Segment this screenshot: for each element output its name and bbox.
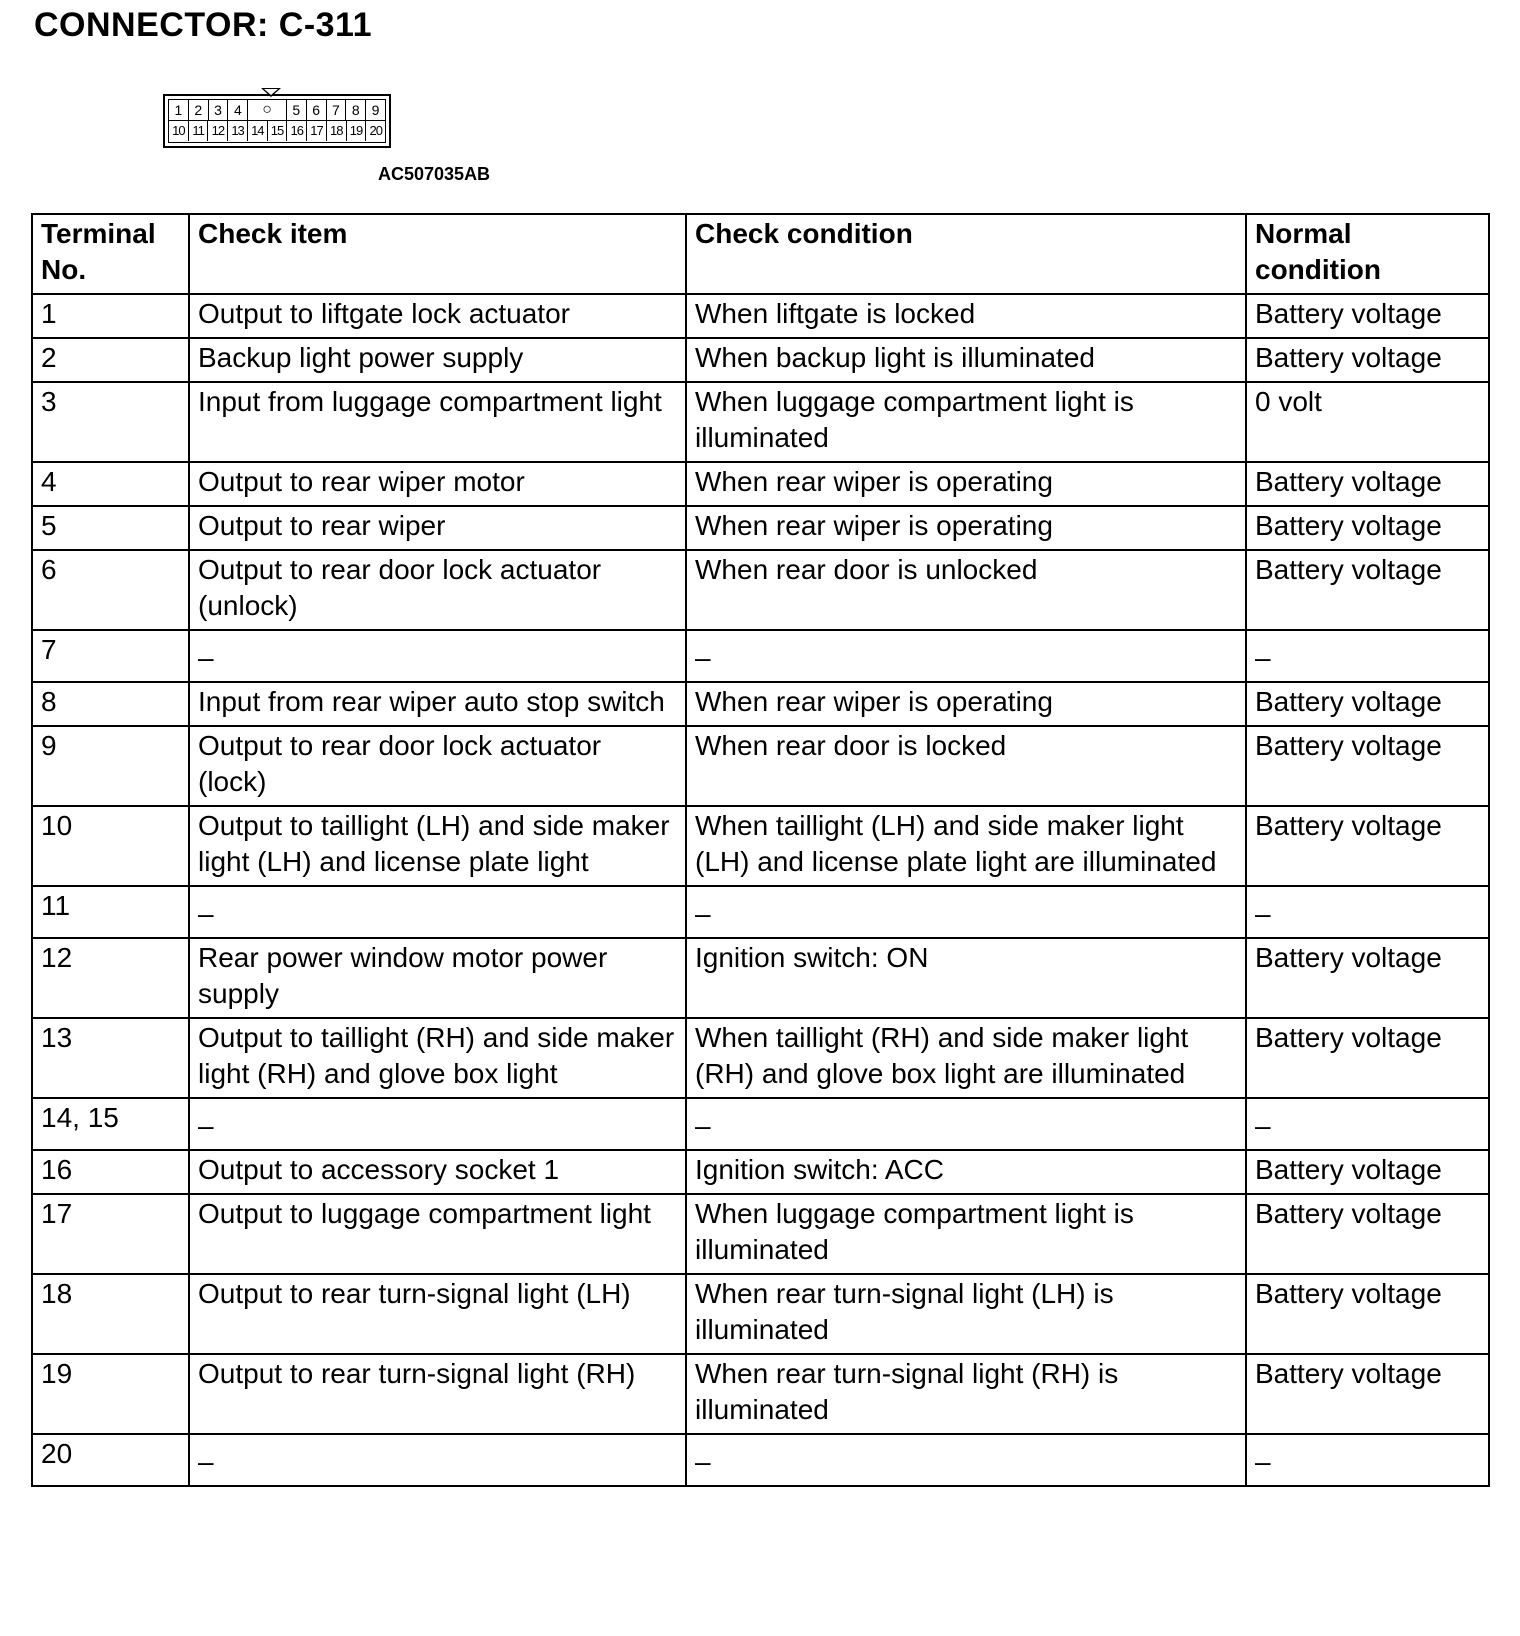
normal-condition-cell: Battery voltage (1246, 550, 1489, 630)
connector-pin: 5 (287, 100, 307, 120)
check-item-cell: Output to liftgate lock actuator (189, 294, 686, 338)
table-row (32, 1150, 1489, 1194)
connector-pin: 4 (228, 100, 248, 120)
header-terminal-no: Terminal No. (32, 214, 189, 294)
check-condition-cell (686, 1098, 1246, 1150)
connector-pin: 6 (307, 100, 327, 120)
check-item-cell (189, 1098, 686, 1150)
terminal-no-cell: 9 (32, 726, 189, 806)
normal-condition-cell: Battery voltage (1246, 1194, 1489, 1274)
check-condition-cell: When rear door is locked (686, 726, 1246, 806)
connector-pin: 3 (209, 100, 229, 120)
terminal-no-cell: 19 (32, 1354, 189, 1434)
check-item-cell: Output to rear wiper motor (189, 462, 686, 506)
check-condition-cell (686, 1434, 1246, 1486)
check-item-cell: Output to accessory socket 1 (189, 1150, 686, 1194)
normal-condition-cell: Battery voltage (1246, 1274, 1489, 1354)
check-condition-cell: When luggage compartment light is illuminated (686, 1194, 1246, 1274)
terminal-check-table (31, 213, 1490, 1487)
table-row (32, 294, 1489, 338)
terminal-no-cell: 12 (32, 938, 189, 1018)
table-row (32, 382, 1489, 462)
header-check-condition: Check condition (686, 214, 1246, 294)
table-row (32, 462, 1489, 506)
connector-pin: 2 (189, 100, 209, 120)
check-item-cell: Output to taillight (RH) and side maker light (RH) and glove box light (189, 1018, 686, 1098)
check-item-cell: Backup light power supply (189, 338, 686, 382)
connector-pin: 10 (169, 121, 189, 141)
check-condition-cell: When taillight (RH) and side maker light (RH) and glove box light are illuminated (686, 1018, 1246, 1098)
terminal-no-cell: 1 (32, 294, 189, 338)
header-normal-condition: Normal condition (1246, 214, 1489, 294)
table-row (32, 550, 1489, 630)
check-condition-cell: When rear wiper is operating (686, 682, 1246, 726)
page-title: CONNECTOR: C-311 (34, 6, 372, 44)
normal-condition-cell (1246, 630, 1489, 682)
table-row (32, 1274, 1489, 1354)
table-header-row (32, 214, 1489, 294)
normal-condition-cell: 0 volt (1246, 382, 1489, 462)
normal-condition-cell: Battery voltage (1246, 938, 1489, 1018)
normal-condition-cell: Battery voltage (1246, 338, 1489, 382)
empty-dash: – (1255, 1110, 1271, 1141)
normal-condition-cell: Battery voltage (1246, 726, 1489, 806)
terminal-no-cell: 14, 15 (32, 1098, 189, 1150)
check-condition-cell: When rear turn-signal light (RH) is illuminated (686, 1354, 1246, 1434)
check-condition-cell: When liftgate is locked (686, 294, 1246, 338)
check-condition-cell: When luggage compartment light is illuminated (686, 382, 1246, 462)
terminal-no-cell: 5 (32, 506, 189, 550)
terminal-no-cell: 11 (32, 886, 189, 938)
table-row (32, 630, 1489, 682)
table-row (32, 1194, 1489, 1274)
connector-bottom-pins (169, 120, 385, 141)
check-condition-cell: Ignition switch: ON (686, 938, 1246, 1018)
empty-dash: – (198, 1110, 214, 1141)
terminal-no-cell: 18 (32, 1274, 189, 1354)
connector-pin: 15 (268, 121, 288, 141)
terminal-no-cell: 13 (32, 1018, 189, 1098)
terminal-no-cell: 4 (32, 462, 189, 506)
empty-dash: – (695, 642, 711, 673)
terminal-no-cell: 20 (32, 1434, 189, 1486)
table-row (32, 806, 1489, 886)
check-condition-cell (686, 886, 1246, 938)
header-check-item: Check item (189, 214, 686, 294)
connector-pin: 18 (327, 121, 347, 141)
connector-pin: 19 (347, 121, 367, 141)
table-row (32, 726, 1489, 806)
connector-pin: 13 (228, 121, 248, 141)
terminal-no-cell: 10 (32, 806, 189, 886)
table-row (32, 1354, 1489, 1434)
normal-condition-cell: Battery voltage (1246, 506, 1489, 550)
figure-code: AC507035AB (378, 164, 491, 184)
normal-condition-cell: Battery voltage (1246, 1354, 1489, 1434)
table-row (32, 938, 1489, 1018)
check-item-cell: Output to rear wiper (189, 506, 686, 550)
terminal-no-cell: 16 (32, 1150, 189, 1194)
connector-pin: 11 (189, 121, 209, 141)
terminal-no-cell: 3 (32, 382, 189, 462)
check-item-cell (189, 1434, 686, 1486)
connector-top-pins (169, 100, 385, 120)
empty-dash: – (198, 642, 214, 673)
check-condition-cell: When rear wiper is operating (686, 506, 1246, 550)
empty-dash: – (198, 1446, 214, 1477)
connector-pin: 9 (371, 102, 380, 118)
empty-dash: – (1255, 898, 1271, 929)
check-item-cell: Rear power window motor power supply (189, 938, 686, 1018)
connector-pin: 7 (327, 100, 347, 120)
normal-condition-cell (1246, 1098, 1489, 1150)
connector-pin-grid (168, 99, 386, 143)
connector-key-icon: ○ (248, 100, 287, 120)
check-item-cell: Input from rear wiper auto stop switch (189, 682, 686, 726)
empty-dash: – (695, 898, 711, 929)
normal-condition-cell: Battery voltage (1246, 806, 1489, 886)
normal-condition-cell: Battery voltage (1246, 682, 1489, 726)
check-item-cell (189, 630, 686, 682)
table-row (32, 886, 1489, 938)
connector-pin: 8 (346, 100, 366, 120)
check-item-cell: Output to rear turn-signal light (RH) (189, 1354, 686, 1434)
normal-condition-cell: Battery voltage (1246, 294, 1489, 338)
terminal-no-cell: 8 (32, 682, 189, 726)
check-item-cell: Output to luggage compartment light (189, 1194, 686, 1274)
check-condition-cell: When rear door is unlocked (686, 550, 1246, 630)
check-condition-cell: When taillight (LH) and side maker light (LH) and license plate light are illuminated (686, 806, 1246, 886)
terminal-no-cell: 7 (32, 630, 189, 682)
connector-pin: 17 (307, 121, 327, 141)
check-item-cell: Output to taillight (LH) and side maker light (LH) and license plate light (189, 806, 686, 886)
empty-dash: – (1255, 1446, 1271, 1477)
check-condition-cell: When rear turn-signal light (LH) is illuminated (686, 1274, 1246, 1354)
check-item-cell (189, 886, 686, 938)
check-item-cell: Output to rear turn-signal light (LH) (189, 1274, 686, 1354)
table-row (32, 1018, 1489, 1098)
connector-pin: 16 (287, 121, 307, 141)
normal-condition-cell: Battery voltage (1246, 1018, 1489, 1098)
check-condition-cell: When rear wiper is operating (686, 462, 1246, 506)
table-row (32, 1098, 1489, 1150)
empty-dash: – (695, 1446, 711, 1477)
connector-pin: 14 (248, 121, 268, 141)
connector-latch-icon (261, 88, 281, 97)
table-row (32, 506, 1489, 550)
normal-condition-cell (1246, 886, 1489, 938)
terminal-no-cell: 6 (32, 550, 189, 630)
empty-dash: – (198, 898, 214, 929)
terminal-no-cell: 17 (32, 1194, 189, 1274)
empty-dash: – (695, 1110, 711, 1141)
table-row (32, 1434, 1489, 1486)
normal-condition-cell: Battery voltage (1246, 1150, 1489, 1194)
connector-pin: 12 (208, 121, 228, 141)
table-row (32, 338, 1489, 382)
check-condition-cell: Ignition switch: ACC (686, 1150, 1246, 1194)
empty-dash: – (1255, 642, 1271, 673)
check-condition-cell (686, 630, 1246, 682)
normal-condition-cell (1246, 1434, 1489, 1486)
check-item-cell: Input from luggage compartment light (189, 382, 686, 462)
connector-pin: 20 (369, 123, 382, 138)
normal-condition-cell: Battery voltage (1246, 462, 1489, 506)
connector-pin: 1 (169, 100, 189, 120)
check-condition-cell: When backup light is illuminated (686, 338, 1246, 382)
terminal-no-cell: 2 (32, 338, 189, 382)
check-item-cell: Output to rear door lock actuator (unlock) (189, 550, 686, 630)
check-item-cell: Output to rear door lock actuator (lock) (189, 726, 686, 806)
connector-diagram (163, 94, 391, 148)
table-row (32, 682, 1489, 726)
